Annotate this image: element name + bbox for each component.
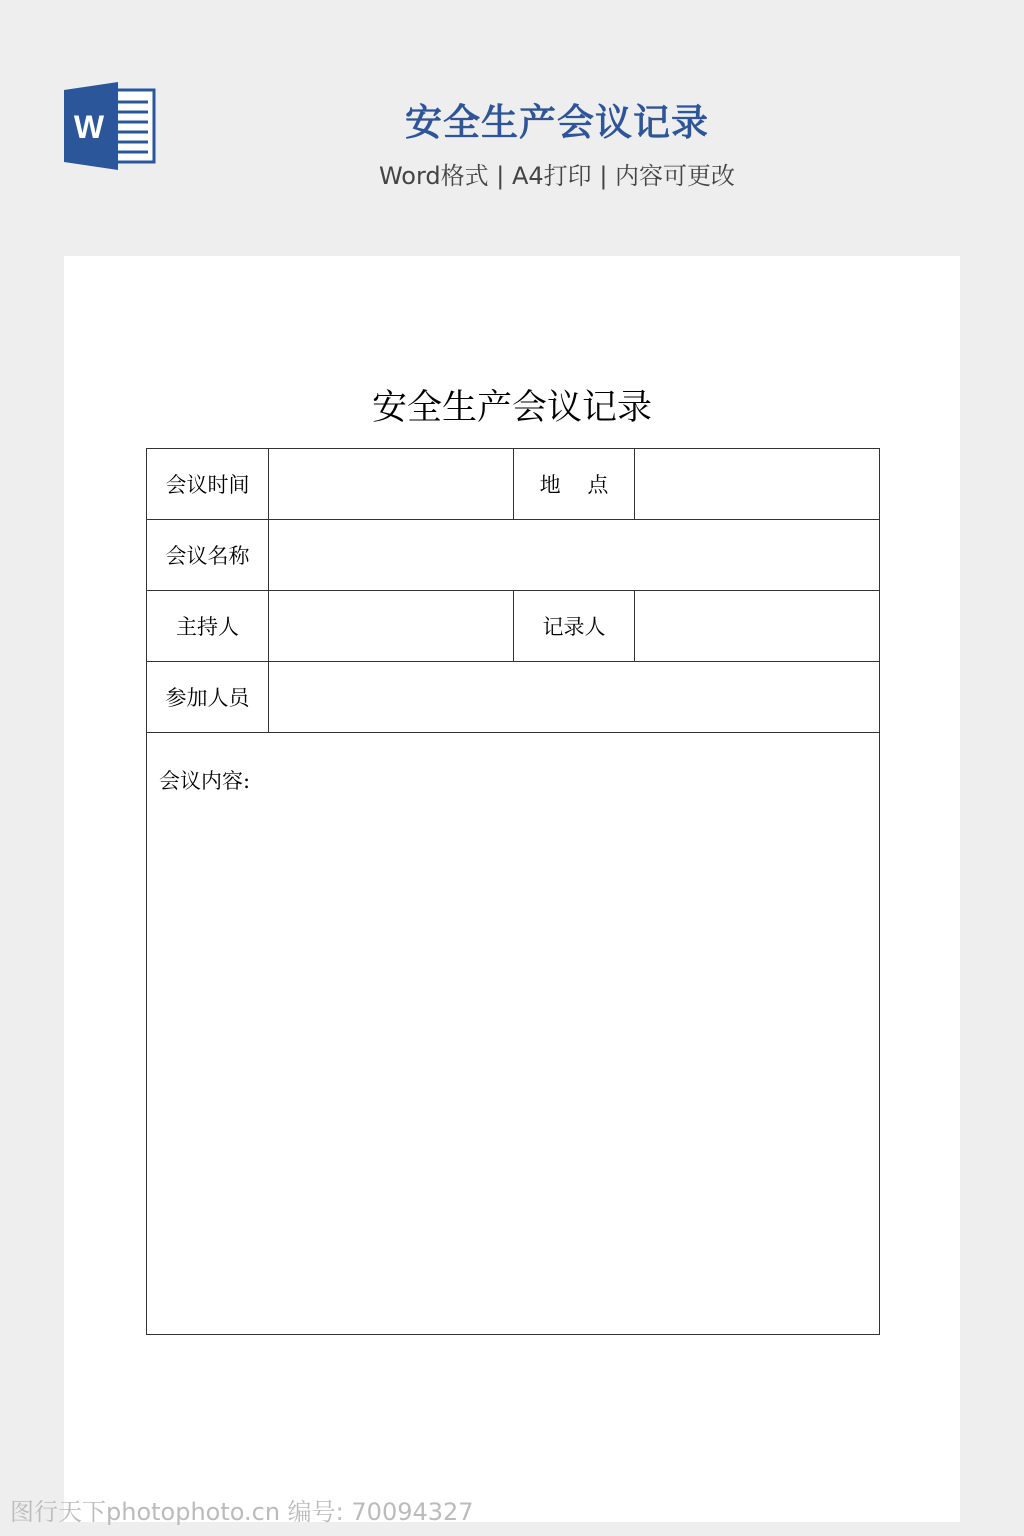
attendees-label: 参加人员 [147,662,269,733]
meeting-name-field[interactable] [269,520,880,591]
meeting-record-form [146,448,878,1335]
host-field[interactable] [269,591,514,662]
form-row-content [147,733,880,1335]
watermark: 图行天下photophoto.cn 编号: 70094327 [10,1498,474,1526]
form-row-time-location [147,449,880,520]
attendees-field[interactable] [269,662,880,733]
form-row-attendees [147,662,880,733]
header-title: 安全生产会议记录 [405,101,709,144]
form-row-meeting-name [147,520,880,591]
meeting-content-label: 会议内容: [159,769,251,793]
recorder-label: 记录人 [514,591,635,662]
header-subtitle: Word格式 | A4打印 | 内容可更改 [378,162,736,190]
meeting-name-label: 会议名称 [147,520,269,591]
location-field[interactable] [635,449,880,520]
meeting-content-field[interactable] [147,733,880,1335]
location-label-text: 地 点 [539,473,609,497]
word-logo-icon [64,82,156,170]
svg-text:W: W [73,109,105,145]
meeting-time-label: 会议时间 [147,449,269,520]
recorder-field[interactable] [635,591,880,662]
form-row-host-recorder [147,591,880,662]
host-label: 主持人 [147,591,269,662]
location-label [514,449,635,520]
document-title: 安全生产会议记录 [371,388,652,428]
meeting-time-field[interactable] [269,449,514,520]
